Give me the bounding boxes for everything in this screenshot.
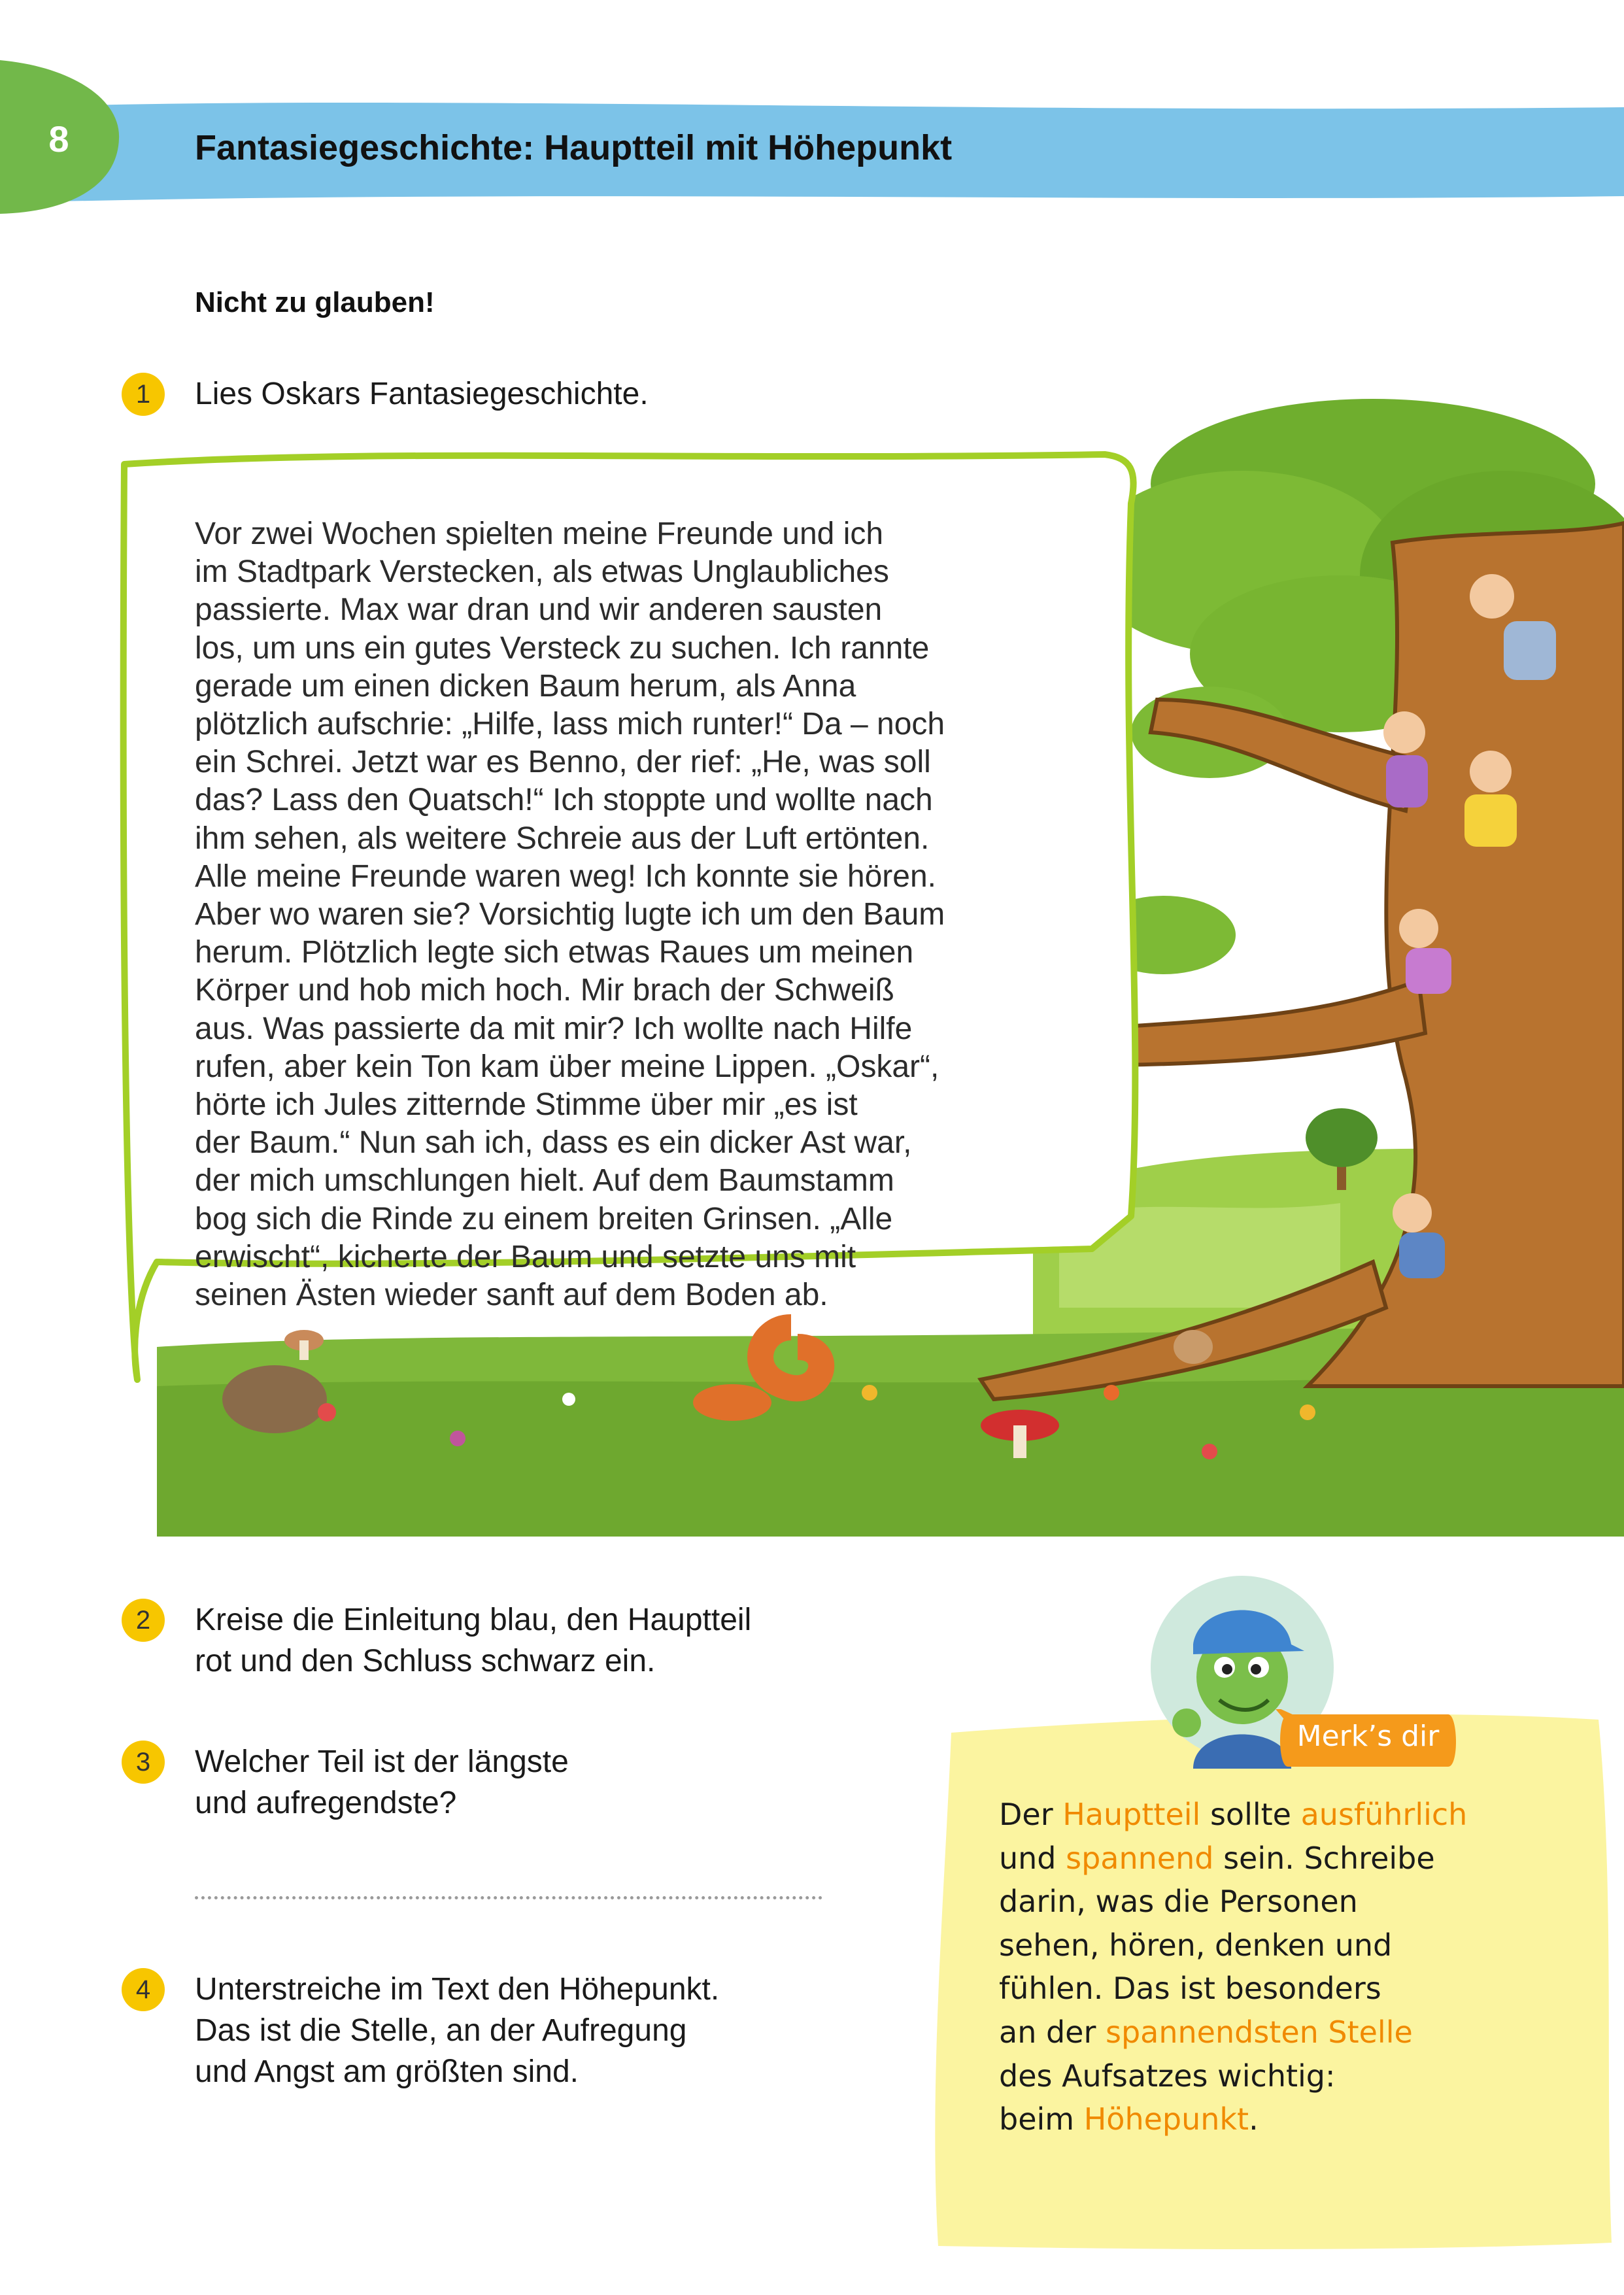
tip-segment: an der: [999, 2014, 1106, 2050]
tip-line: [999, 1924, 1587, 1967]
tip-highlight: Höhepunkt: [1083, 2101, 1249, 2137]
story-line: plötzlich aufschrie: „Hilfe, lass mich runter!“ Da – noch: [195, 707, 945, 742]
tip-line: [999, 1793, 1587, 1837]
tip-segment: sein. Schreibe: [1213, 1840, 1435, 1876]
task-4-line: Das ist die Stelle, an der Aufregung: [195, 2013, 687, 2048]
story-line: Alle meine Freunde waren weg! Ich konnte sie hören.: [195, 858, 936, 894]
story-line: aus. Was passierte da mit mir? Ich wollte nach Hilfe: [195, 1011, 913, 1046]
task-1-line: Lies Oskars Fantasiegeschichte.: [195, 377, 649, 411]
story-line: der mich umschlungen hielt. Auf dem Baumstamm: [195, 1163, 894, 1198]
task-3-text: [195, 1741, 569, 1824]
tip-line: [999, 1880, 1587, 1924]
story-line: bog sich die Rinde zu einem breiten Grinsen. „Alle: [195, 1201, 893, 1236]
tip-highlight: ausführlich: [1300, 1797, 1468, 1832]
tip-segment: sehen, hören, denken und: [999, 1927, 1393, 1963]
task-3-badge: 3: [122, 1741, 165, 1784]
tip-segment: Der: [999, 1797, 1063, 1832]
tip-segment: beim: [999, 2101, 1084, 2137]
task-4-text: [195, 1969, 719, 2092]
story-line: gerade um einen dicken Baum herum, als Anna: [195, 668, 856, 704]
tip-line: [999, 1967, 1587, 2011]
tip-segment: darin, was die Personen: [999, 1884, 1358, 1920]
task-1-badge: 1: [122, 373, 165, 416]
story-line: der Baum.“ Nun sah ich, dass es ein dicker Ast war,: [195, 1125, 912, 1161]
page-number: 8: [48, 118, 69, 160]
tip-line: [999, 1837, 1587, 1880]
story-line: Aber wo waren sie? Vorsichtig lugte ich um den Baum: [195, 897, 945, 932]
story-line: Körper und hob mich hoch. Mir brach der Schweiß: [195, 973, 894, 1008]
tip-segment: .: [1249, 2101, 1259, 2137]
task-4-line: und Angst am größten sind.: [195, 2054, 579, 2089]
task-2-line: Kreise die Einleitung blau, den Hauptteil: [195, 1603, 752, 1637]
story-text: [195, 515, 1064, 1314]
story-line: rufen, aber kein Ton kam über meine Lippen. „Oskar“,: [195, 1049, 939, 1084]
story-line: los, um uns ein gutes Versteck zu suchen. Ich rannte: [195, 630, 930, 666]
story-line: passierte. Max war dran und wir anderen sausten: [195, 592, 883, 628]
task-2-badge: 2: [122, 1599, 165, 1642]
tip-line: [999, 2054, 1587, 2098]
task-4-badge: 4: [122, 1968, 165, 2011]
story-line: im Stadtpark Verstecken, als etwas Unglaubliches: [195, 554, 889, 590]
answer-line[interactable]: [195, 1896, 822, 1899]
task-4-line: Unterstreiche im Text den Höhepunkt.: [195, 1972, 720, 2007]
tip-segment: des Aufsatzes wichtig:: [999, 2058, 1336, 2094]
tip-line: [999, 2011, 1587, 2054]
story-title: Nicht zu glauben!: [195, 286, 435, 318]
task-2-text: [195, 1599, 751, 1682]
tip-text: [999, 1793, 1587, 2141]
task-3-line: Welcher Teil ist der längste: [195, 1744, 569, 1779]
page-title: Fantasiegeschichte: Hauptteil mit Höhepunkt: [195, 128, 953, 167]
task-2-line: rot und den Schluss schwarz ein.: [195, 1644, 656, 1678]
tip-segment: fühlen. Das ist besonders: [999, 1971, 1381, 2007]
story-line: herum. Plötzlich legte sich etwas Raues um meinen: [195, 935, 914, 970]
tip-line: [999, 2098, 1587, 2141]
tip-highlight: spannend: [1066, 1840, 1214, 1876]
tip-highlight: Hauptteil: [1062, 1797, 1201, 1832]
story-line: Vor zwei Wochen spielten meine Freunde und ich: [195, 517, 884, 551]
story-line: seinen Ästen wieder sanft auf dem Boden ab.: [195, 1278, 828, 1313]
task-3-line: und aufregendste?: [195, 1786, 457, 1820]
story-line: hörte ich Jules zitternde Stimme über mir „es ist: [195, 1087, 858, 1123]
tip-segment: und: [999, 1840, 1066, 1876]
story-line: erwischt“, kicherte der Baum und setzte uns mit: [195, 1239, 856, 1274]
story-line: ihm sehen, als weitere Schreie aus der Luft ertönten.: [195, 821, 930, 856]
story-line: ein Schrei. Jetzt war es Benno, der rief: „He, was soll: [195, 745, 931, 780]
tip-segment: sollte: [1200, 1797, 1301, 1832]
story-line: das? Lass den Quatsch!“ Ich stoppte und wollte nach: [195, 783, 933, 818]
tip-label: Merk’s dir: [1296, 1720, 1440, 1753]
tip-highlight: spannendsten Stelle: [1106, 2014, 1413, 2050]
